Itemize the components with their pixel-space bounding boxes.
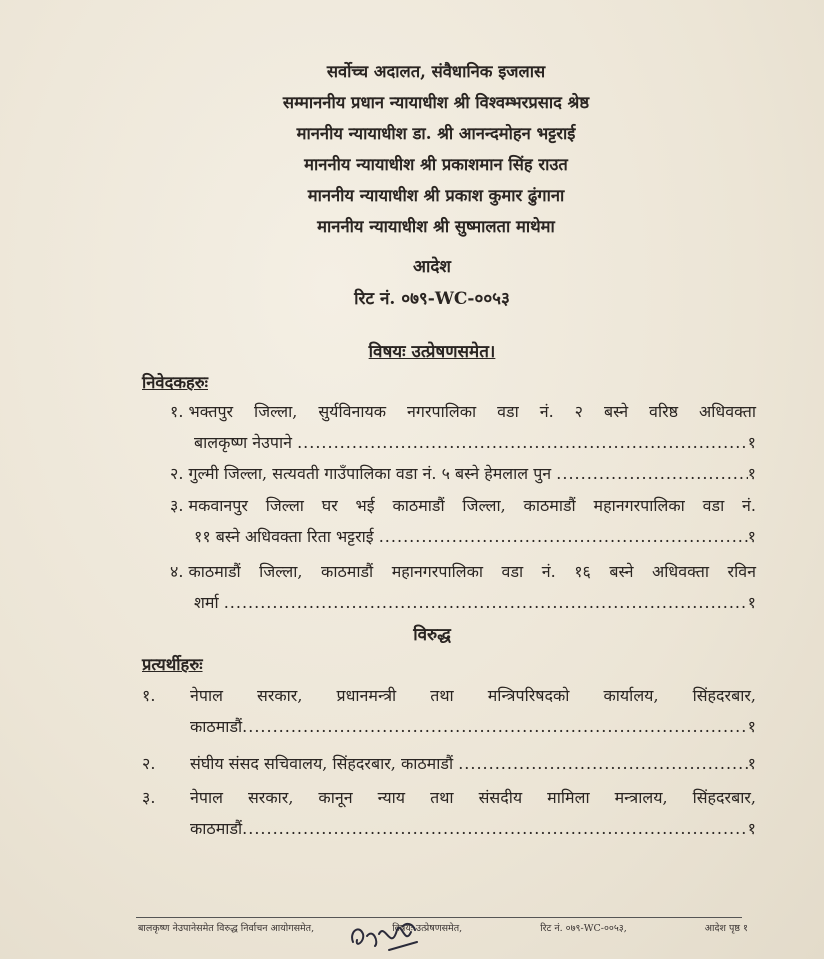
petitioner-1 bbox=[170, 396, 756, 458]
writ-number: रिट नं. ०७९-WC-००५३ bbox=[354, 289, 510, 309]
entry-line: काठमाडौं bbox=[190, 819, 243, 838]
entry-number: १. bbox=[170, 402, 184, 421]
entry-number: ३. bbox=[142, 788, 156, 807]
entry-page: १ bbox=[747, 527, 756, 546]
entry-page: १ bbox=[747, 754, 756, 773]
entry-line: संघीय संसद सचिवालय, सिंहदरबार, काठमाडौं bbox=[190, 754, 454, 773]
page-footer bbox=[138, 921, 748, 934]
respondent-2 bbox=[142, 748, 756, 779]
entry-line: शर्मा bbox=[194, 593, 219, 612]
respondent-1 bbox=[142, 680, 756, 742]
justice-2: माननीय न्यायाधीश श्री प्रकाशमान सिंह राउत bbox=[304, 155, 568, 174]
entry-page: १ bbox=[747, 464, 756, 483]
entry-line: काठमाडौं bbox=[190, 717, 243, 736]
entry-page: १ bbox=[747, 717, 756, 736]
justice-1: माननीय न्यायाधीश डा. श्री आनन्दमोहन भट्टराई bbox=[296, 124, 576, 143]
entry-number: ४. bbox=[170, 562, 184, 581]
entry-page: १ bbox=[747, 593, 756, 612]
order-title: आदेश bbox=[413, 257, 451, 277]
respondent-3 bbox=[142, 782, 756, 844]
entry-number: १. bbox=[142, 686, 156, 705]
justice-4: माननीय न्यायाधीश श्री सुष्मालता माथेमा bbox=[317, 217, 555, 236]
respondents-heading: प्रत्यर्थीहरुः bbox=[142, 655, 203, 674]
footer-writ: रिट नं. ०७९-WC-००५३, bbox=[540, 923, 627, 934]
entry-page: १ bbox=[747, 433, 756, 452]
entry-page: १ bbox=[747, 819, 756, 838]
footer-case: बालकृष्ण नेउपानेसमेत विरुद्ध निर्वाचन आयोगसमेत, bbox=[138, 923, 315, 934]
entry-line: काठमाडौं जिल्ला, काठमाडौं महानगरपालिका वडा नं. १६ बस्ने अधिवक्ता रविन bbox=[188, 562, 756, 581]
entry-line: मकवानपुर जिल्ला घर भई काठमाडौं जिल्ला, काठमाडौं महानगरपालिका वडा नं. bbox=[188, 496, 756, 515]
entry-line: नेपाल सरकार, कानून न्याय तथा संसदीय मामिला मन्त्रालय, सिंहदरबार, bbox=[190, 788, 756, 807]
footer-page: आदेश पृष्ठ १ bbox=[704, 923, 748, 934]
signature-mark bbox=[345, 912, 435, 956]
chief-justice: सम्माननीय प्रधान न्यायाधीश श्री विश्वम्भरप्रसाद श्रेष्ठ bbox=[282, 93, 590, 112]
entry-line: गुल्मी जिल्ला, सत्यवती गाउँपालिका वडा नं. ५ बस्ने हेमलाल पुन bbox=[188, 464, 552, 483]
subject-text: विषयः उत्प्रेषणसमेत। bbox=[368, 342, 496, 362]
petitioner-3 bbox=[170, 490, 756, 552]
petitioners-heading: निवेदकहरुः bbox=[142, 373, 208, 392]
subject bbox=[0, 339, 824, 362]
court-bench-header bbox=[0, 56, 824, 242]
footer-rule bbox=[136, 917, 742, 918]
entry-line: बालकृष्ण नेउपाने bbox=[194, 433, 292, 452]
entry-line: ११ बस्ने अधिवक्ता रिता भट्टराई bbox=[194, 527, 374, 546]
entry-number: ३. bbox=[170, 496, 184, 515]
entry-line: भक्तपुर जिल्ला, सुर्यविनायक नगरपालिका वडा नं. २ बस्ने वरिष्ठ अधिवक्ता bbox=[188, 402, 756, 421]
footer-subject: विषयः उत्प्रेषणसमेत, bbox=[392, 923, 463, 934]
petitioner-4 bbox=[170, 556, 756, 618]
court-name: सर्वोच्च अदालत, संवैधानिक इजलास bbox=[326, 62, 546, 81]
petitioner-2 bbox=[170, 458, 756, 489]
versus-heading: विरुद्ध bbox=[413, 625, 451, 645]
justice-3: माननीय न्यायाधीश श्री प्रकाश कुमार ढुंगाना bbox=[307, 186, 565, 205]
entry-number: २. bbox=[170, 464, 184, 483]
entry-number: २. bbox=[142, 754, 156, 773]
entry-line: नेपाल सरकार, प्रधानमन्त्री तथा मन्त्रिपरिषदको कार्यालय, सिंहदरबार, bbox=[190, 686, 756, 705]
